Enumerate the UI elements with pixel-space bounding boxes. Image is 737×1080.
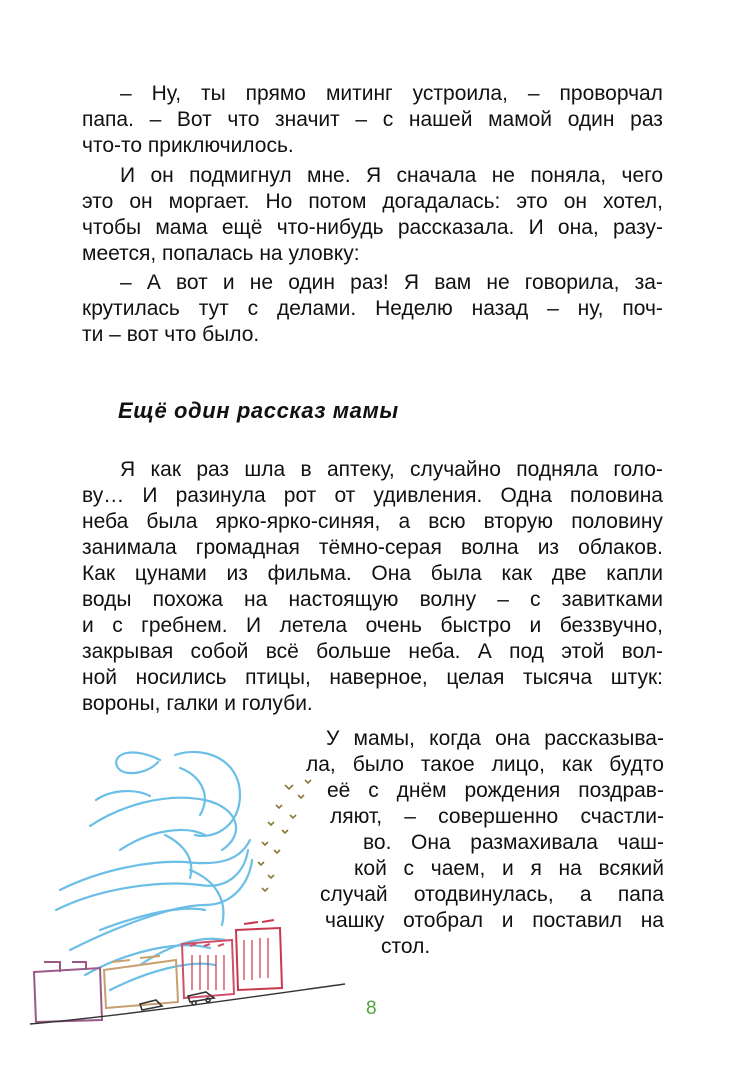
word: мне. — [307, 164, 351, 187]
word: он — [563, 190, 588, 213]
word: настоящую — [288, 588, 399, 611]
word: И — [528, 216, 544, 239]
word: с — [382, 108, 394, 131]
word: как — [150, 458, 181, 481]
word: такое — [420, 753, 475, 776]
word: а — [398, 510, 411, 533]
word: – — [149, 108, 162, 131]
word: она — [495, 727, 531, 750]
word: говорила, — [524, 271, 620, 294]
word: это — [82, 190, 114, 213]
word: устроила, — [412, 82, 508, 105]
word: это — [516, 190, 548, 213]
word: Она — [411, 831, 451, 854]
word: как — [561, 753, 593, 776]
word: шла — [244, 458, 286, 481]
word: поч- — [622, 297, 663, 320]
word: её — [327, 779, 351, 802]
word: неба. — [408, 640, 461, 663]
word: Одна — [500, 484, 552, 507]
word: завитками — [561, 588, 663, 611]
word: аптеку, — [326, 458, 395, 481]
word: летела — [279, 614, 348, 637]
word: один — [567, 108, 615, 131]
word: с — [112, 614, 123, 637]
word: этой — [561, 640, 605, 663]
word: капли — [606, 562, 663, 585]
word: была — [430, 562, 482, 585]
word: целая — [446, 666, 505, 689]
word: ярко-ярко-синяя, — [215, 510, 381, 533]
word: чашку — [325, 909, 385, 932]
word: облаков. — [578, 536, 663, 559]
word: – — [355, 108, 368, 131]
word: Я — [365, 164, 382, 187]
word: на — [558, 857, 582, 880]
word: половина — [570, 484, 663, 507]
word: поняла, — [530, 164, 607, 187]
word: счастли- — [580, 805, 664, 828]
word: фильма. — [267, 562, 352, 585]
word: неба — [82, 510, 129, 533]
word: от — [334, 484, 356, 507]
text-line: ти – вот что было. — [82, 323, 260, 346]
text-line: стол. — [381, 935, 431, 958]
word: – — [120, 271, 132, 294]
word: потом — [308, 190, 367, 213]
word: всю — [428, 510, 466, 533]
word: подняла — [516, 458, 598, 481]
word: вам — [434, 271, 472, 294]
word: воды — [82, 588, 132, 611]
word: он — [150, 164, 174, 187]
word: У — [326, 727, 340, 750]
word: всякий — [598, 857, 664, 880]
word: отобрал — [403, 909, 484, 932]
word: была — [146, 510, 198, 533]
word: занимала — [82, 536, 177, 559]
word: половину — [571, 510, 663, 533]
word: птицы, — [245, 666, 311, 689]
word: и — [82, 614, 94, 637]
word: Как — [82, 562, 116, 585]
text-line: что-то приключилось. — [82, 134, 294, 157]
word: ной — [82, 666, 118, 689]
word: под — [509, 640, 544, 663]
word: на — [640, 909, 664, 932]
word: А — [477, 640, 492, 663]
word: мамой — [488, 108, 553, 131]
word: крутилась — [82, 297, 180, 320]
word: будто — [609, 753, 664, 776]
word: беззвучно, — [559, 614, 663, 637]
word: громадная — [195, 536, 300, 559]
word: И — [246, 614, 262, 637]
text-line: вороны, галки и голуби. — [82, 692, 313, 715]
word: когда — [429, 727, 481, 750]
word: гребнем. — [141, 614, 228, 637]
word: с — [368, 779, 379, 802]
word: за- — [634, 271, 663, 294]
word: А — [146, 271, 161, 294]
word: один — [288, 271, 335, 294]
word: и — [502, 857, 514, 880]
word: и — [529, 614, 542, 637]
word: а — [579, 883, 592, 906]
text-line: меется, попалась на уловку: — [82, 242, 360, 265]
word: хотел, — [603, 190, 663, 213]
word: прямо — [245, 82, 306, 105]
word: ляют, — [330, 805, 383, 828]
word: кой — [354, 857, 387, 880]
word: как — [501, 562, 533, 585]
word: тысяча — [522, 666, 593, 689]
word: И — [142, 484, 158, 507]
word: раз! — [350, 271, 389, 294]
word: из — [537, 536, 560, 559]
word: рот — [283, 484, 317, 507]
word: наверное, — [329, 666, 428, 689]
page-number: 8 — [366, 998, 377, 1019]
word: тут — [198, 297, 229, 320]
word: ну, — [577, 297, 604, 320]
word: очень — [365, 614, 422, 637]
word: мамы, — [353, 727, 415, 750]
word: раз — [196, 458, 230, 481]
word: ещё — [221, 216, 263, 239]
section-heading: Ещё один рассказ мамы — [118, 398, 399, 423]
word: совершенно — [438, 805, 559, 828]
word: митинг — [325, 82, 393, 105]
word: поставил — [532, 909, 622, 932]
word: – — [404, 805, 416, 828]
word: из — [226, 562, 248, 585]
word: моргает. — [168, 190, 250, 213]
cloud-wave-icon — [56, 752, 252, 990]
word: Она — [371, 562, 412, 585]
word: ла, — [306, 753, 336, 776]
word: похожа — [152, 588, 223, 611]
word: раз — [630, 108, 663, 131]
word: рассказыва- — [544, 727, 664, 750]
word: тёмно-серая — [318, 536, 442, 559]
word: всё — [265, 640, 299, 663]
word: поздрав- — [578, 779, 664, 802]
word: ты — [201, 82, 226, 105]
word: значит — [275, 108, 340, 131]
word: не — [486, 271, 510, 294]
word: голо- — [613, 458, 663, 481]
word: носились — [135, 666, 227, 689]
word: больше — [316, 640, 392, 663]
word: Вот — [176, 108, 212, 131]
word: удивления. — [373, 484, 483, 507]
word: разу- — [612, 216, 663, 239]
word: я — [530, 857, 542, 880]
word: чаем, — [430, 857, 486, 880]
word: во. — [363, 831, 392, 854]
word: не — [249, 271, 274, 294]
word: и — [501, 909, 514, 932]
word: на — [244, 588, 268, 611]
word: Я — [403, 271, 420, 294]
word: Неделю — [375, 297, 453, 320]
word: он — [129, 190, 153, 213]
word: чаш- — [617, 831, 664, 854]
word: штук: — [610, 666, 663, 689]
word: не — [491, 164, 515, 187]
word: – — [527, 82, 540, 105]
word: нашей — [408, 108, 473, 131]
word: рассказала. — [397, 216, 515, 239]
word: волна — [460, 536, 519, 559]
word: вот — [175, 271, 208, 294]
word: вторую — [483, 510, 554, 533]
word: что-нибудь — [276, 216, 384, 239]
word: Я — [120, 458, 136, 481]
word: догадалась: — [382, 190, 501, 213]
word: что — [227, 108, 260, 131]
word: две — [551, 562, 587, 585]
word: делами. — [277, 297, 357, 320]
word: папа. — [82, 108, 134, 131]
word: чтобы — [82, 216, 142, 239]
word: быстро — [440, 614, 512, 637]
word: в — [300, 458, 312, 481]
word: подмигнул — [189, 164, 292, 187]
word: она, — [557, 216, 599, 239]
word: случайно — [410, 458, 501, 481]
word: И — [120, 164, 136, 187]
word: ву… — [82, 484, 125, 507]
word: сначала — [396, 164, 477, 187]
word: папа — [617, 883, 664, 906]
word: отодвинулась, — [413, 883, 554, 906]
word: – — [547, 297, 559, 320]
word: Но — [265, 190, 293, 213]
word: размахивала — [470, 831, 598, 854]
word: цунами — [134, 562, 207, 585]
word: чего — [621, 164, 663, 187]
word: было — [352, 753, 404, 776]
word: разинула — [175, 484, 266, 507]
word: случай — [320, 883, 388, 906]
word: волну — [419, 588, 477, 611]
word: назад — [471, 297, 529, 320]
birds-flock-icon — [258, 780, 311, 891]
word: собой — [190, 640, 249, 663]
word: закрывая — [82, 640, 174, 663]
word: с — [403, 857, 415, 880]
word: с — [247, 297, 259, 320]
word: мама — [155, 216, 208, 239]
word: лицо, — [491, 753, 545, 776]
word: с — [530, 588, 541, 611]
word: вол- — [621, 640, 663, 663]
ground-line-icon — [30, 984, 345, 1024]
word: проворчал — [559, 82, 663, 105]
word: рождения — [464, 779, 561, 802]
word: – — [497, 588, 509, 611]
word: днём — [396, 779, 447, 802]
word: и — [222, 271, 235, 294]
word: Ну, — [151, 82, 182, 105]
word: – — [120, 82, 132, 105]
